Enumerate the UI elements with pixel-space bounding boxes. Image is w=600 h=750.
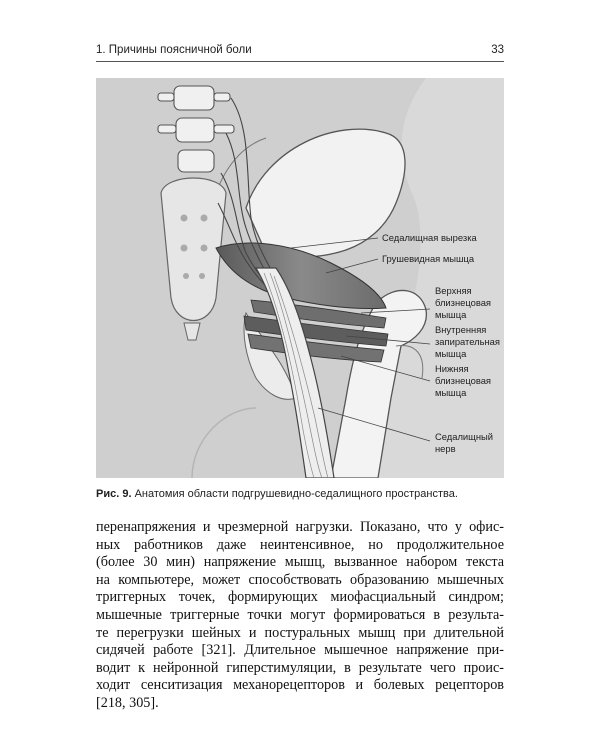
body-line: мышечные триггерные точки могут формироваться в результа-	[96, 606, 504, 623]
label-sciatic-notch: Седалищная вырезка	[382, 232, 477, 243]
body-paragraph	[96, 519, 504, 713]
body-line: сидячей работе [321]. Длительное мышечное напряжение при-	[96, 642, 504, 659]
sacral-foramen	[183, 273, 189, 279]
body-line: (более 30 мин) напряжение мышц, вызванное набором текста	[96, 554, 504, 571]
chapter-title: 1. Причины поясничной боли	[96, 44, 252, 56]
label-obturator-internus-2: запирательная	[435, 336, 500, 347]
sacral-foramen	[201, 215, 208, 222]
label-superior-gemellus-1: Верхняя	[435, 285, 472, 296]
caption-text: Анатомия области подгрушевидно-седалищного пространства.	[131, 488, 458, 500]
label-piriformis: Грушевидная мышца	[382, 253, 475, 264]
label-sciatic-nerve-2: нерв	[435, 443, 456, 454]
sacral-foramen	[201, 245, 208, 252]
label-obturator-internus-3: мышца	[435, 348, 467, 359]
anatomy-figure	[96, 78, 504, 478]
body-line: ходит сенситизация механорецепторов и болевых рецепторов	[96, 677, 504, 694]
label-obturator-internus-1: Внутренняя	[435, 324, 487, 335]
label-inferior-gemellus-2: близнецовая	[435, 375, 491, 386]
running-header	[96, 40, 504, 62]
body-line: водит к нейронной гиперстимуляции, в результате чего проис-	[96, 659, 504, 676]
body-line: триггерных точек, формирующих миофасциальный синдром;	[96, 589, 504, 606]
body-line: [218, 305].	[96, 694, 159, 711]
body-line: перенапряжения и чрезмерной нагрузки. Показано, что у офис-	[96, 519, 504, 535]
body-line: ных работников даже неинтенсивное, но продолжительное	[96, 536, 504, 553]
page-number: 33	[491, 44, 504, 56]
sacral-foramen	[181, 245, 188, 252]
caption-label: Рис. 9.	[96, 488, 132, 500]
label-superior-gemellus-3: мышца	[435, 309, 467, 320]
body-line: на компьютере, может способствовать образованию мышечных	[96, 571, 504, 588]
label-sciatic-nerve-1: Седалищный	[435, 431, 494, 442]
label-inferior-gemellus-3: мышца	[435, 387, 467, 398]
label-inferior-gemellus-1: Нижняя	[435, 363, 469, 374]
sacral-foramen	[199, 273, 205, 279]
header-rule	[96, 61, 504, 62]
figure-caption	[96, 488, 516, 500]
sacral-foramen	[181, 215, 188, 222]
label-superior-gemellus-2: близнецовая	[435, 297, 491, 308]
body-line: те перегрузки шейных и постуральных мышц при длительной	[96, 624, 504, 641]
anatomy-illustration	[96, 78, 504, 478]
